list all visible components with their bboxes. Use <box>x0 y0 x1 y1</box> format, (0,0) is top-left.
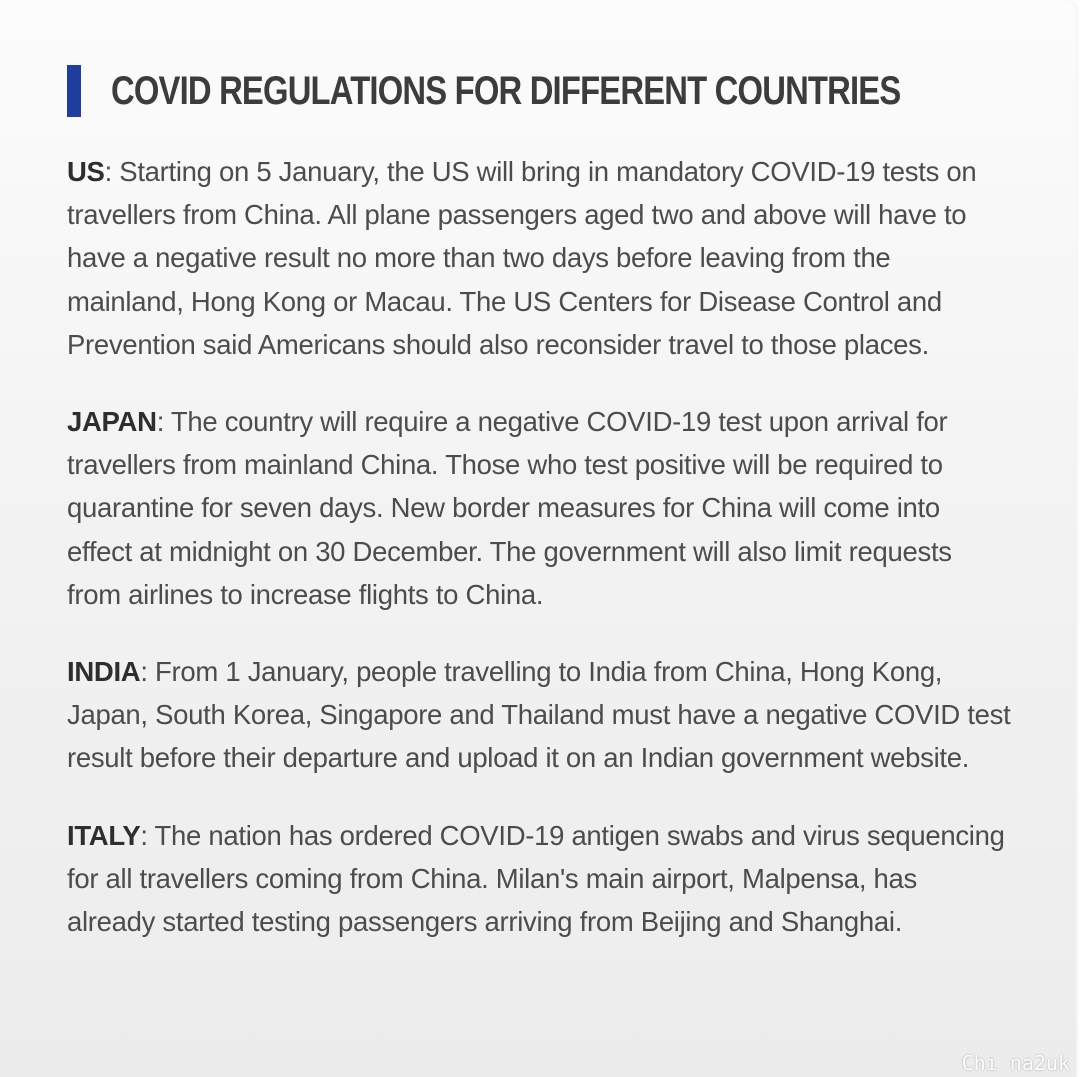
section-header <box>67 64 1074 118</box>
paragraph-text-india: : From 1 January, people travelling to India from China, Hong Kong, Japan, South Korea, Singapore and Thailand must have a negative COVID test result before their departure and upload it on an Indian government website. <box>67 656 1011 774</box>
country-label-italy: ITALY <box>67 819 141 851</box>
country-label-japan: JAPAN <box>67 406 157 438</box>
paragraph-text-us: : Starting on 5 January, the US will bring in mandatory COVID-19 tests on travellers from China. All plane passengers aged two and above will have to have a negative result no more than two days before leaving from the mainland, Hong Kong or Macau. The US Centers for Disease Control and Prevention said Americans should also reconsider travel to those places. <box>67 156 977 360</box>
paragraph-italy <box>67 814 1012 944</box>
paragraph-text-japan: : The country will require a negative COVID-19 test upon arrival for travellers from mainland China. Those who test positive will be required to quarantine for seven days. New border measures for China will come into effect at midnight on 30 December. The government will also limit requests from airlines to increase flights to China. <box>67 406 952 610</box>
watermark: Chi na2uk <box>961 1051 1070 1075</box>
country-label-us: US <box>67 156 105 187</box>
paragraph-text-italy: : The nation has ordered COVID-19 antigen swabs and virus sequencing for all travellers coming from China. Milan's main airport, Malpensa, has already started testing passengers arriving from Beijing and Shanghai. <box>67 819 1005 938</box>
paragraph-us <box>67 150 1012 366</box>
paragraph-india <box>67 650 1012 780</box>
page-title: COVID REGULATIONS FOR DIFFERENT COUNTRIES <box>111 68 901 113</box>
country-label-india: INDIA <box>67 656 141 688</box>
paragraph-japan <box>67 400 1012 616</box>
accent-bar <box>67 65 81 117</box>
article-body <box>67 150 1012 977</box>
